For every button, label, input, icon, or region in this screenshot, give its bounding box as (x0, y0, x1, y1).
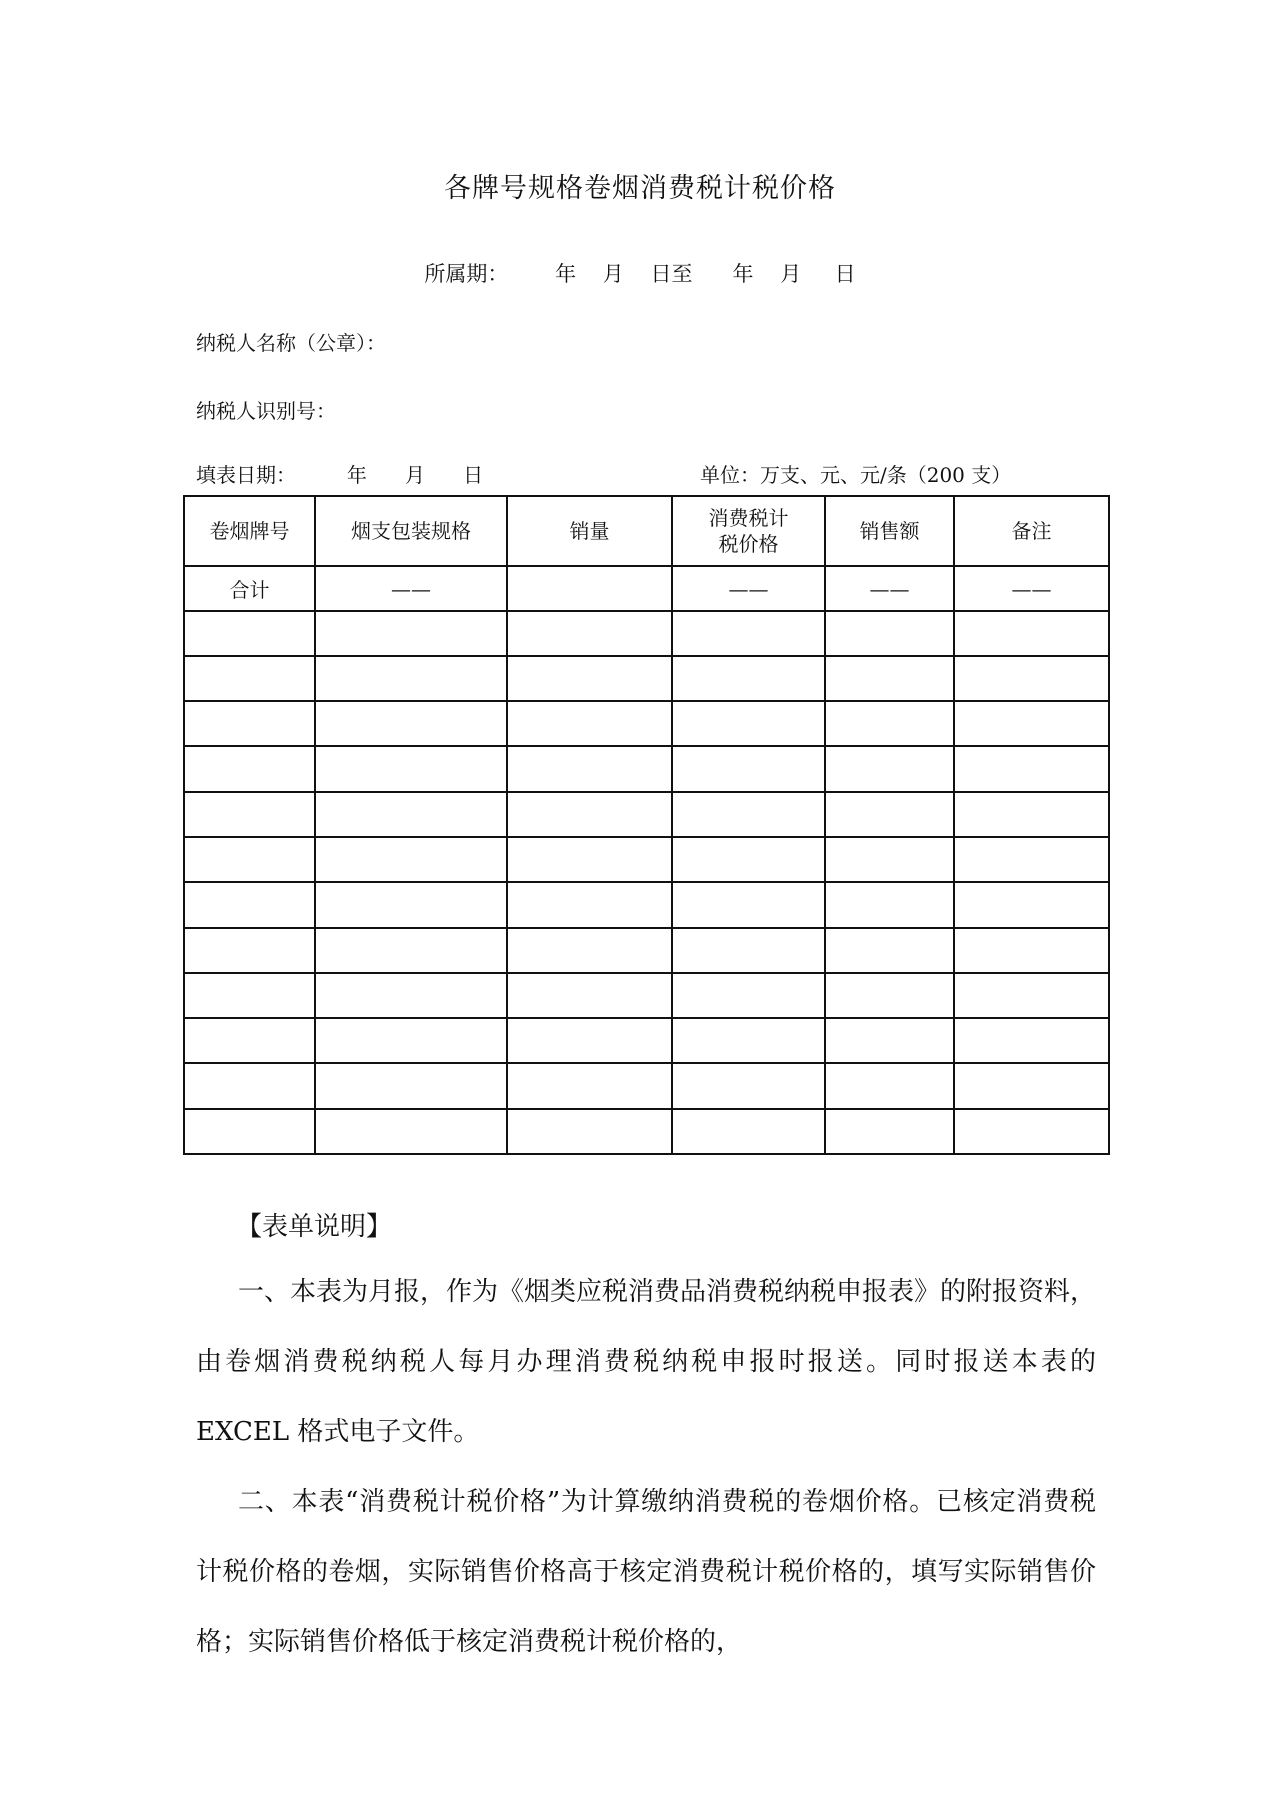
table-cell[interactable] (184, 1063, 315, 1108)
table-cell[interactable] (184, 1018, 315, 1063)
table-row (184, 746, 1109, 791)
table-cell[interactable] (672, 701, 825, 746)
table-row (184, 1018, 1109, 1063)
table-cell[interactable] (954, 611, 1109, 656)
table-cell[interactable] (184, 611, 315, 656)
table-cell[interactable] (825, 792, 954, 837)
table-cell[interactable] (315, 611, 507, 656)
table-cell[interactable] (315, 1018, 507, 1063)
table-cell[interactable] (954, 701, 1109, 746)
table-cell[interactable] (507, 656, 672, 701)
notes-heading: 【表单说明】 (236, 1212, 393, 1242)
table-cell[interactable] (507, 837, 672, 882)
table-cell[interactable] (954, 973, 1109, 1018)
table-row (184, 656, 1109, 701)
header-volume: 销量 (507, 496, 672, 566)
period-line: 所属期： 年 月 日至 年 月 日 (424, 262, 856, 286)
header-remarks: 备注 (954, 496, 1109, 566)
header-package-spec: 烟支包装规格 (315, 496, 507, 566)
header-tax-price-label: 消费税计税价格 (708, 506, 789, 557)
table-cell[interactable] (672, 1063, 825, 1108)
table-cell[interactable] (672, 1018, 825, 1063)
header-tax-price (672, 496, 825, 566)
blank-rows (184, 611, 1109, 1154)
table-cell[interactable] (672, 973, 825, 1018)
table-cell[interactable] (507, 1018, 672, 1063)
table-cell[interactable] (672, 656, 825, 701)
table-cell[interactable] (507, 973, 672, 1018)
table-cell[interactable] (184, 792, 315, 837)
fill-date-line: 填表日期： 年 月 日 (196, 463, 484, 487)
table-row (184, 1109, 1109, 1154)
table-cell[interactable] (507, 611, 672, 656)
table-cell[interactable] (315, 656, 507, 701)
table-cell[interactable] (825, 928, 954, 973)
table-cell[interactable] (672, 1109, 825, 1154)
table-cell[interactable] (315, 837, 507, 882)
page-title: 各牌号规格卷烟消费税计税价格 (444, 173, 836, 204)
table-cell[interactable] (825, 611, 954, 656)
table-cell[interactable] (954, 792, 1109, 837)
table-cell[interactable] (507, 792, 672, 837)
table-cell[interactable] (954, 837, 1109, 882)
table-cell[interactable] (825, 1018, 954, 1063)
table-cell[interactable] (315, 1063, 507, 1108)
table-cell[interactable] (672, 837, 825, 882)
table-cell[interactable] (315, 928, 507, 973)
table-cell[interactable] (825, 1063, 954, 1108)
table-cell[interactable] (184, 928, 315, 973)
note-paragraph-2: 二、本表“消费税计税价格”为计算缴纳消费税的卷烟价格。已核定消费税计税价格的卷烟，实际销售价格高于核定消费税计税价格的，填写实际销售价格；实际销售价格低于核定消费税计税价格的， (196, 1487, 1096, 1657)
table-cell[interactable] (184, 882, 315, 927)
table-cell[interactable] (825, 973, 954, 1018)
header-brand: 卷烟牌号 (184, 496, 315, 566)
total-cell: 合计 (184, 566, 315, 610)
table-cell[interactable] (954, 882, 1109, 927)
table-cell[interactable] (954, 928, 1109, 973)
header-sales-amount: 销售额 (825, 496, 954, 566)
table-row (184, 792, 1109, 837)
price-table (183, 495, 1110, 1155)
total-row (184, 566, 1109, 610)
table-row (184, 1063, 1109, 1108)
table-cell[interactable] (825, 656, 954, 701)
table-cell[interactable] (507, 928, 672, 973)
table-cell[interactable] (507, 746, 672, 791)
table-cell[interactable] (954, 1063, 1109, 1108)
table-cell[interactable] (315, 701, 507, 746)
table-cell[interactable] (507, 701, 672, 746)
table-header-row (184, 496, 1109, 566)
table-cell[interactable] (825, 1109, 954, 1154)
table-row (184, 611, 1109, 656)
table-cell[interactable] (672, 792, 825, 837)
table-cell[interactable] (954, 656, 1109, 701)
table-cell[interactable] (825, 882, 954, 927)
table-cell[interactable] (315, 792, 507, 837)
table-cell[interactable] (825, 837, 954, 882)
taxpayer-name-label: 纳税人名称（公章）： (196, 331, 386, 355)
table-cell[interactable] (315, 882, 507, 927)
total-cell[interactable] (507, 566, 672, 610)
table-cell[interactable] (672, 928, 825, 973)
total-cell: —— (825, 566, 954, 610)
table-cell[interactable] (184, 656, 315, 701)
table-cell[interactable] (672, 882, 825, 927)
table-cell[interactable] (954, 1018, 1109, 1063)
table-cell[interactable] (507, 1063, 672, 1108)
unit-line: 单位：万支、元、元/条（200 支） (700, 463, 1012, 487)
table-cell[interactable] (672, 746, 825, 791)
table-cell[interactable] (825, 746, 954, 791)
table-row (184, 837, 1109, 882)
table-cell[interactable] (507, 1109, 672, 1154)
table-cell[interactable] (184, 701, 315, 746)
table-cell[interactable] (184, 746, 315, 791)
total-cell: —— (954, 566, 1109, 610)
table-cell[interactable] (184, 837, 315, 882)
total-cell: —— (315, 566, 507, 610)
taxpayer-id-label: 纳税人识别号： (196, 399, 336, 423)
table-row (184, 882, 1109, 927)
table-cell[interactable] (315, 973, 507, 1018)
note-paragraph-1: 一、本表为月报，作为《烟类应税消费品消费税纳税申报表》的附报资料，由卷烟消费税纳税人每月办理消费税纳税申报时报送。同时报送本表的 EXCEL 格式电子文件。 (196, 1277, 1097, 1447)
table-row (184, 928, 1109, 973)
table-cell[interactable] (184, 973, 315, 1018)
table-cell[interactable] (825, 701, 954, 746)
table-cell[interactable] (672, 611, 825, 656)
table-cell[interactable] (184, 1109, 315, 1154)
table-cell[interactable] (954, 1109, 1109, 1154)
table-cell[interactable] (507, 882, 672, 927)
table-row (184, 973, 1109, 1018)
total-cell: —— (672, 566, 825, 610)
table-cell[interactable] (315, 1109, 507, 1154)
table-cell[interactable] (954, 746, 1109, 791)
table-cell[interactable] (315, 746, 507, 791)
table-row (184, 701, 1109, 746)
